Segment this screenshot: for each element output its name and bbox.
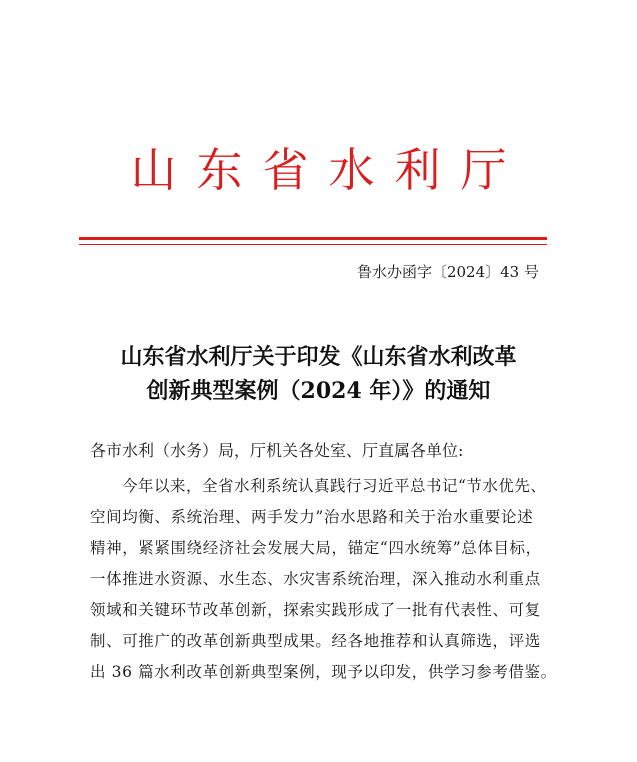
masthead-rule-thick — [79, 237, 547, 240]
document-title — [0, 340, 637, 408]
body-line: 出 36 篇水利改革创新典型案例，现予以印发，供学习参考借鉴。 — [90, 663, 557, 681]
masthead-title: 山东省水利厅 — [130, 143, 527, 197]
salutation: 各市水利（水务）局，厅机关各处室、厅直属各单位: — [90, 441, 464, 460]
body-paragraph — [90, 471, 560, 688]
body-line: 领域和关键环节改革创新，探索实践形成了一批有代表性、可复 — [90, 601, 541, 619]
masthead-rule-thin — [79, 244, 547, 245]
document-title-line: 创新典型案例（2024 年）》的通知 — [146, 378, 491, 404]
document-number: 鲁水办函字〔2024〕43 号 — [356, 263, 539, 281]
body-line: 空间均衡、系统治理、两手发力”治水思路和关于治水重要论述 — [90, 508, 534, 526]
body-line: 今年以来，全省水利系统认真践行习近平总书记“节水优先、 — [122, 477, 547, 495]
body-line: 制、可推广的改革创新典型成果。经各地推荐和认真筛选，评选 — [90, 632, 541, 650]
body-line: 精神，紧紧围绕经济社会发展大局，锚定“四水统筹”总体目标， — [90, 539, 542, 557]
body-line: 一体推进水资源、水生态、水灾害系统治理，深入推动水利重点 — [90, 570, 541, 588]
document-title-line: 山东省水利厅关于印发《山东省水利改革 — [120, 344, 517, 370]
